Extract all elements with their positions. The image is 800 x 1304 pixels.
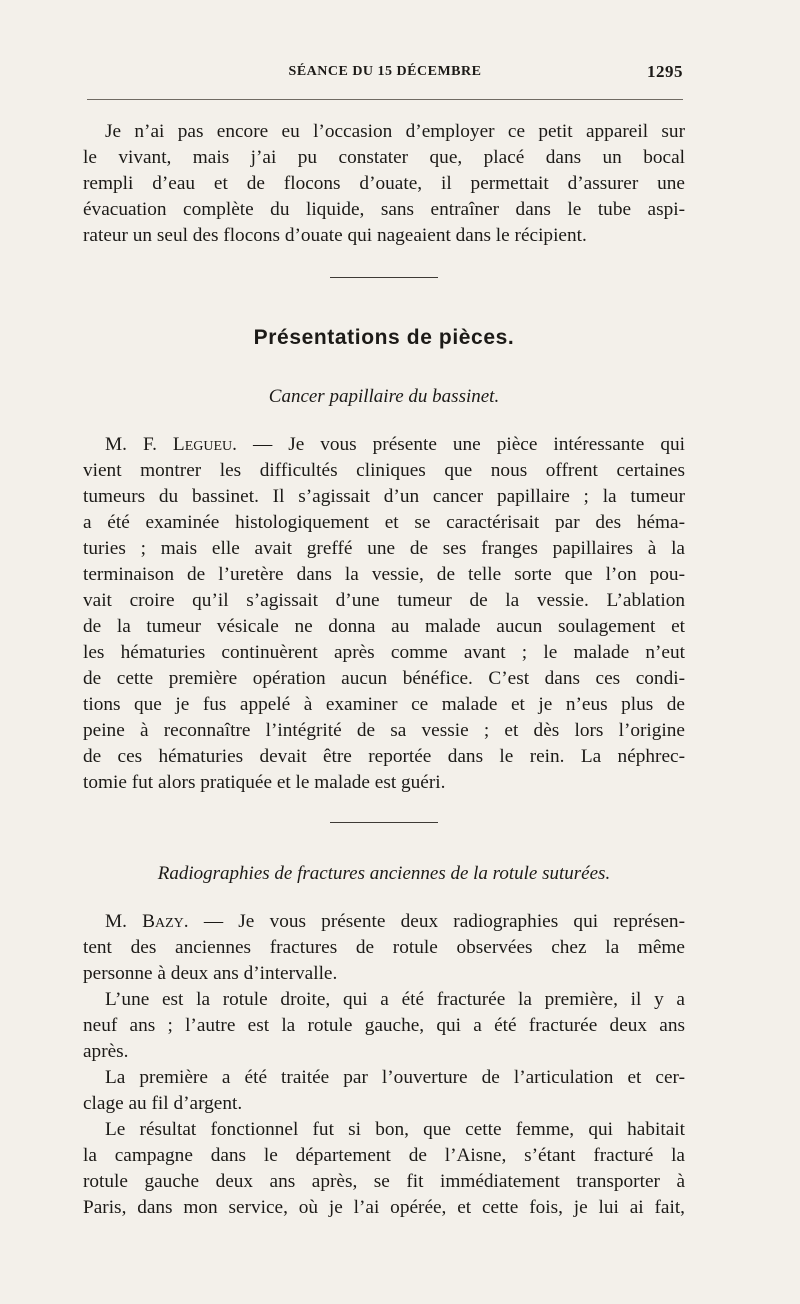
text-line: terminaison de l’uretère dans la vessie, de telle sorte que l’on pou-	[83, 564, 685, 585]
text-line: Le résultat fonctionnel fut si bon, que cette femme, qui habitait	[105, 1119, 685, 1140]
page-number: 1295	[647, 62, 683, 81]
text-line: personne à deux ans d’intervalle.	[83, 963, 338, 984]
text-line: tomie fut alors pratiquée et le malade est guéri.	[83, 772, 446, 793]
speaker-name: M. Bazy.	[105, 911, 189, 932]
text-line: rotule gauche deux ans après, se fit immédiatement transporter à	[83, 1171, 685, 1192]
speaker-name: M. F. Legueu.	[105, 434, 237, 455]
text-line: peine à reconnaître l’intégrité de sa vessie ; et dès lors l’origine	[83, 720, 685, 741]
text-line: turies ; mais elle avait greffé une de ses franges papillaires à la	[83, 538, 685, 559]
text-line: a été examinée histologiquement et se caractérisait par des héma-	[83, 512, 685, 533]
section-title: Présentations de pièces.	[253, 326, 515, 349]
text-line-content: — Je vous présente deux radiographies qui représen-	[203, 911, 685, 932]
text-line: la campagne dans le département de l’Aisne, s’étant fracturé la	[83, 1145, 685, 1166]
text-line: neuf ans ; l’autre est la rotule gauche, qui a été fracturée deux ans	[83, 1015, 685, 1036]
text-line: vient montrer les difficultés cliniques que nous offrent certaines	[83, 460, 685, 481]
text-line: Paris, dans mon service, où je l’ai opérée, et cette fois, je lui ai fait,	[83, 1197, 685, 1218]
text-line	[83, 909, 685, 935]
section-divider	[330, 822, 438, 823]
item-body-bazy	[83, 909, 685, 1221]
text-line: rateur un seul des flocons d’ouate qui nageaient dans le récipient.	[83, 225, 587, 246]
text-line: tent des anciennes fractures de rotule observées chez la même	[83, 937, 685, 958]
text-line: les hématuries continuèrent après comme avant ; le malade n’eut	[83, 642, 685, 663]
item-title-cancer: Cancer papillaire du bassinet.	[268, 386, 500, 407]
text-line	[83, 432, 685, 458]
text-line: de cette première opération aucun bénéfice. C’est dans ces condi-	[83, 668, 685, 689]
text-line: rempli d’eau et de flocons d’ouate, il permettait d’assurer une	[83, 173, 685, 194]
text-line: le vivant, mais j’ai pu constater que, placé dans un bocal	[83, 147, 685, 168]
section-divider	[330, 277, 438, 278]
intro-paragraph	[83, 119, 685, 249]
text-line: de la tumeur vésicale ne donna au malade aucun soulagement et	[83, 616, 685, 637]
text-line: Je n’ai pas encore eu l’occasion d’employer ce petit appareil sur	[105, 121, 685, 142]
item-body-legueu	[83, 432, 685, 796]
text-line: de ces hématuries devait être reportée dans le rein. La néphrec-	[83, 746, 685, 767]
text-line-content: — Je vous présente une pièce intéressante qui	[252, 434, 685, 455]
running-header	[87, 62, 683, 86]
text-line: L’une est la rotule droite, qui a été fracturée la première, il y a	[105, 989, 685, 1010]
text-line: après.	[83, 1041, 129, 1062]
text-line: tumeurs du bassinet. Il s’agissait d’un cancer papillaire ; la tumeur	[83, 486, 685, 507]
text-line: clage au fil d’argent.	[83, 1093, 243, 1114]
header-rule	[87, 99, 683, 100]
item-title-radiographies: Radiographies de fractures anciennes de la rotule suturées.	[157, 863, 611, 884]
text-line: tions que je fus appelé à examiner ce malade et je n’eus plus de	[83, 694, 685, 715]
header-title: SÉANCE DU 15 DÉCEMBRE	[288, 64, 482, 79]
text-line: vait croire qu’il s’agissait d’une tumeur de la vessie. L’ablation	[83, 590, 685, 611]
text-line: La première a été traitée par l’ouverture de l’articulation et cer-	[105, 1067, 685, 1088]
text-line: évacuation complète du liquide, sans entraîner dans le tube aspi-	[83, 199, 685, 220]
